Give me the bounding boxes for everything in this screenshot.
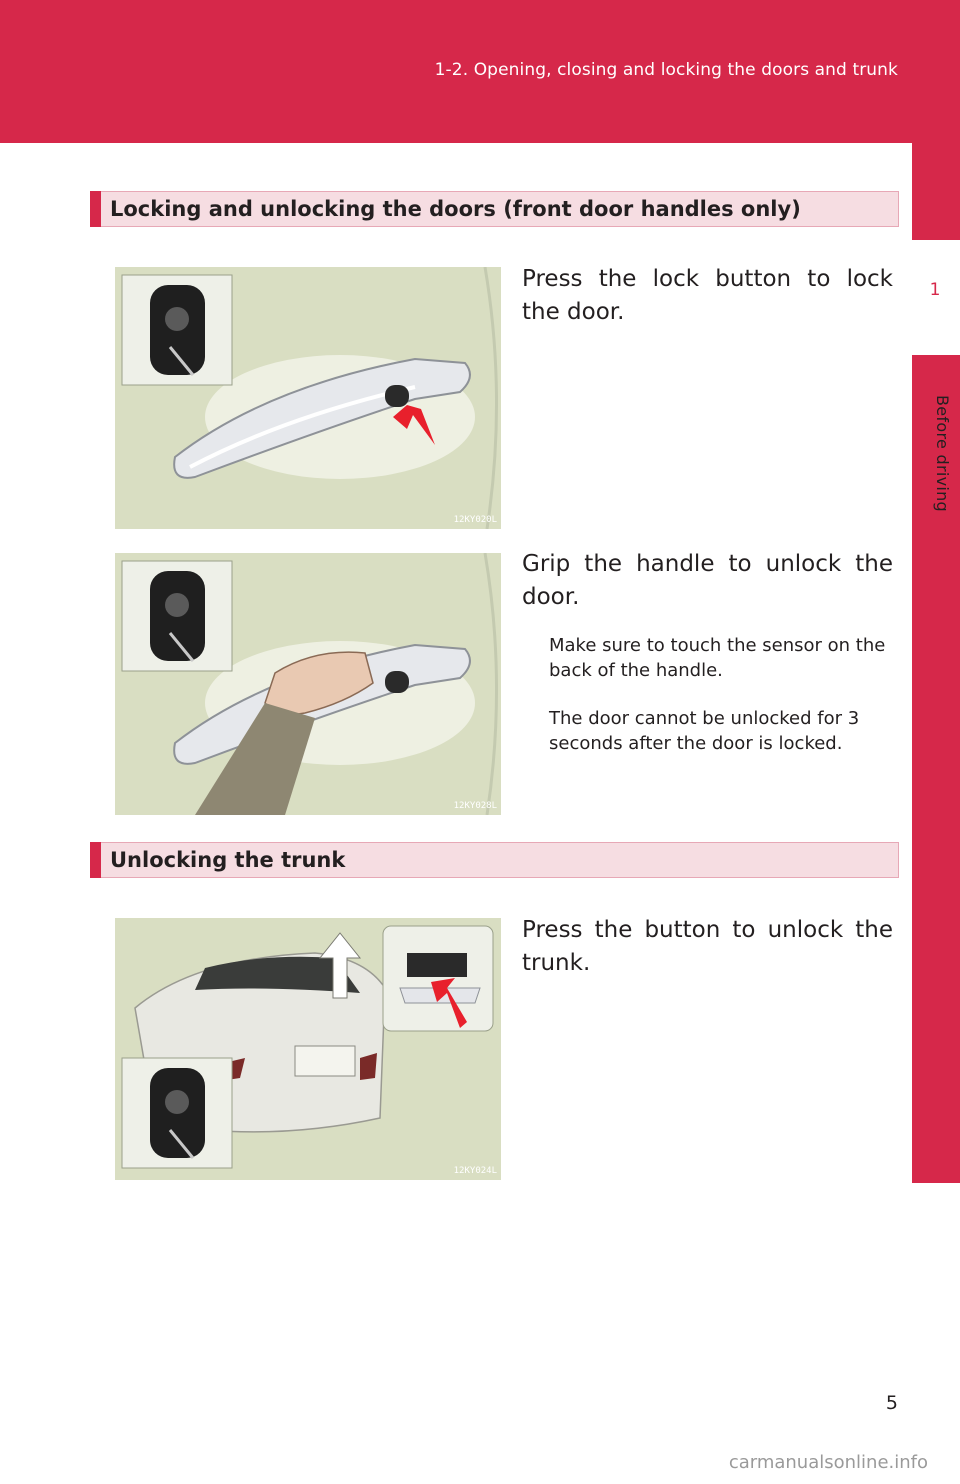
figure-lock-button	[115, 267, 501, 529]
section-heading-text: Locking and unlocking the doors (front door handles only)	[110, 197, 801, 221]
figure-code: 12KY024L	[453, 1166, 497, 1176]
instruction-unlock: Grip the handle to unlock the door.	[522, 551, 893, 610]
instruction-trunk: Press the button to unlock the trunk.	[522, 917, 893, 976]
figure-code: 12KY020L	[453, 515, 497, 525]
heading-marker	[90, 842, 101, 878]
section-heading-locking	[90, 191, 899, 227]
section-heading-trunk	[90, 842, 899, 878]
figure-grip-handle	[115, 553, 501, 815]
figure-trunk-button	[115, 918, 501, 1180]
page-number: 5	[885, 1392, 898, 1414]
watermark: carmanualsonline.info	[728, 1452, 928, 1473]
running-header: 1-2. Opening, closing and locking the doors and trunk	[434, 60, 898, 80]
instruction-lock: Press the lock button to lock the door.	[522, 266, 893, 325]
note-delay: The door cannot be unlocked for 3 seconds after the door is locked.	[549, 708, 860, 754]
heading-marker	[90, 191, 101, 227]
chapter-label: Before driving	[933, 395, 952, 512]
note-sensor: Make sure to touch the sensor on the back of the handle.	[549, 635, 886, 681]
figure-code: 12KY028L	[453, 801, 497, 811]
section-heading-text: Unlocking the trunk	[110, 848, 346, 872]
chapter-number: 1	[929, 280, 941, 300]
